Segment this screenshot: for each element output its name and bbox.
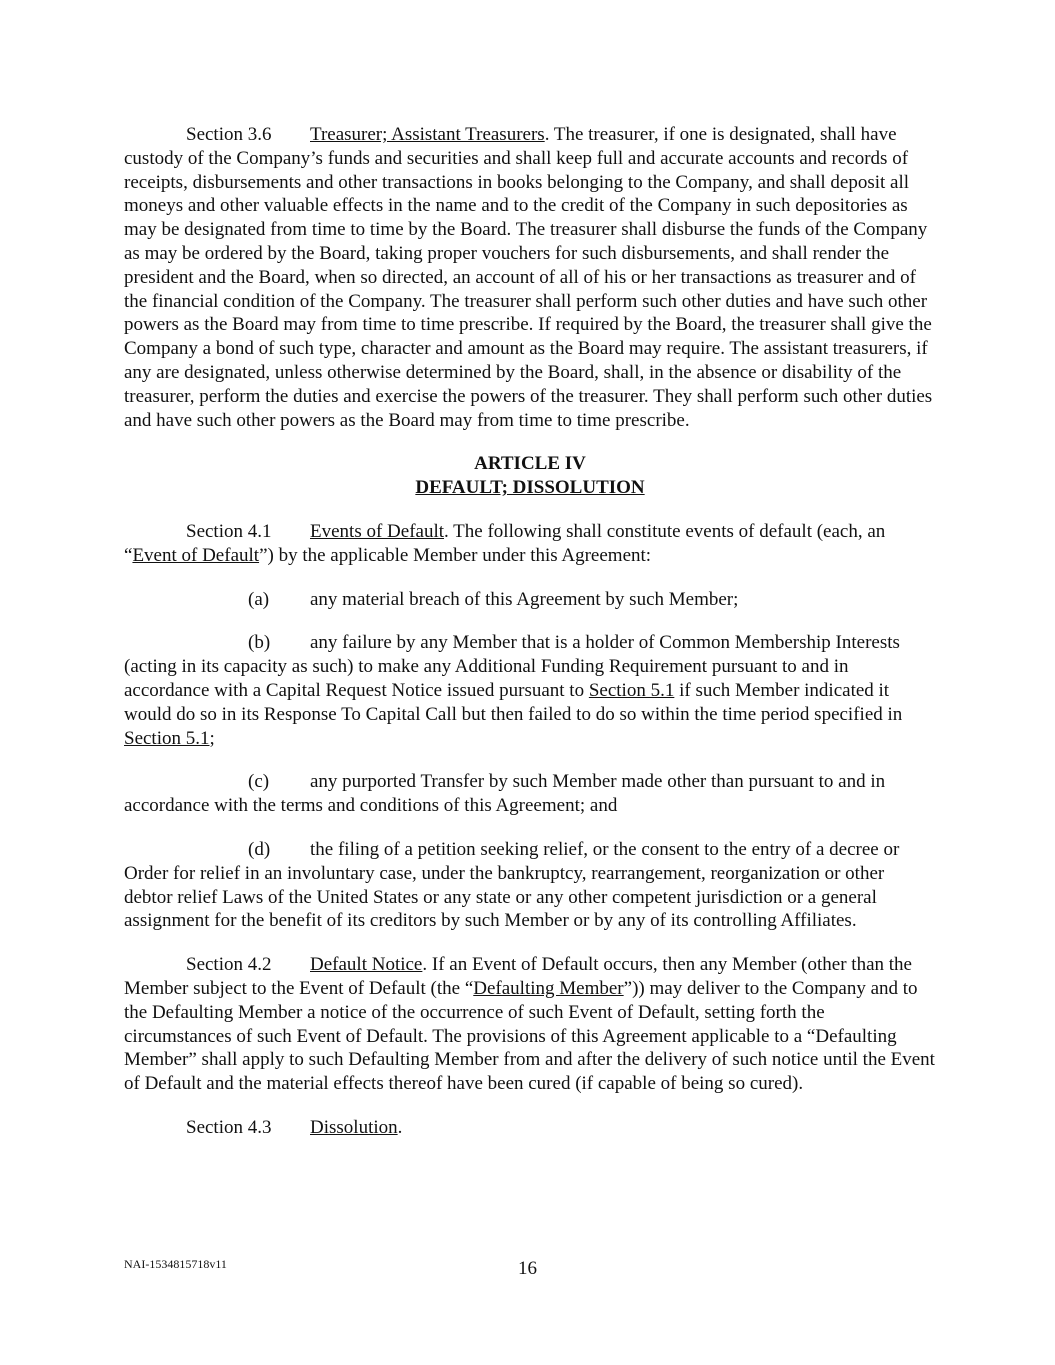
- section-body: . If an Event of Default occurs, then any Member (other than the Member subject to the Event of Default (the “: [124, 954, 912, 999]
- section-title: Events of Default: [310, 520, 445, 542]
- item-label: (c): [248, 771, 270, 793]
- item-text: if such Member indicated it would do so in its Response To Capital Call but then failed to do so within the time period specified in: [124, 679, 903, 725]
- item-text: any purported Transfer by such Member made other than pursuant to and in accordance with the terms and conditions of this Agreement; and: [124, 771, 886, 817]
- item-text: any failure by any Member that is a holder of Common Membership Interests (acting in its capacity as such) to make any Additional Funding Requirement pursuant to and in accordance with a Capital Request Notice issued pursuant to: [124, 632, 900, 701]
- article-heading: [124, 452, 936, 500]
- section-4-1: [124, 520, 936, 568]
- item-c: [124, 770, 936, 818]
- item-d: [124, 838, 936, 933]
- article-title: DEFAULT; DISSOLUTION: [415, 477, 645, 499]
- document-page: [124, 123, 936, 1160]
- defined-term: Event of Default: [132, 544, 260, 566]
- item-a: [124, 588, 936, 612]
- section-body: . The following shall constitute events of default (each, an “: [124, 520, 886, 566]
- section-4-2: [124, 953, 936, 1096]
- defined-term: Defaulting Member: [473, 977, 624, 999]
- section-body: . The treasurer, if one is designated, shall have custody of the Company’s funds and securities and shall keep full and accurate accounts and records of receipts, disbursements and other transactions in books belonging to the Company, and shall deposit all moneys and other valuable effects in the name and to the credit of the Company in such depositories as may be designated from time to time by the Board. The treasurer shall disburse the funds of the Company as may be ordered by the Board, taking proper vouchers for such disbursements, and shall render the president and the Board, when so directed, an account of all of his or her transactions as treasurer and of the financial condition of the Company. The treasurer shall perform such other duties and have such other powers as the Board may from time to time prescribe. If required by the Board, the treasurer shall give the Company a bond of such type, character and amount as the Board may require. The assistant treasurers, if any are designated, unless otherwise determined by the Board, shall, in the absence or disability of the treasurer, perform the duties and exercise the powers of the treasurer. They shall perform such other duties and have such other powers as the Board may from time to time prescribe.: [124, 124, 933, 431]
- section-title: Default Notice: [310, 954, 423, 976]
- article-number: ARTICLE IV: [474, 453, 586, 475]
- item-label: (a): [248, 588, 270, 610]
- section-4-3: [124, 1116, 936, 1140]
- section-title: Dissolution: [310, 1116, 398, 1138]
- cross-reference: Section 5.1: [588, 679, 675, 701]
- section-body: ”) by the applicable Member under this Agreement:: [259, 544, 652, 566]
- section-number: Section 4.1: [186, 520, 272, 542]
- item-label: (d): [248, 838, 271, 860]
- item-text: ;: [209, 727, 215, 749]
- section-number: Section 3.6: [186, 124, 272, 145]
- section-title: Treasurer; Assistant Treasurers: [310, 124, 545, 145]
- item-text: the filing of a petition seeking relief, or the consent to the entry of a decree or Order for relief in an involuntary case, under the bankruptcy, rearrangement, reorganization or other debtor relief Laws of the United States or any state or any other competent jurisdiction or a general assignment for the benefit of its creditors by such Member or by any of its controlling Affiliates.: [124, 838, 900, 932]
- document-id: NAI-1534815718v11: [124, 1257, 227, 1271]
- item-text: any material breach of this Agreement by such Member;: [310, 588, 739, 610]
- item-label: (b): [248, 632, 271, 654]
- section-3-6: [124, 123, 936, 432]
- item-b: [124, 631, 936, 750]
- page-number: 16: [518, 1258, 537, 1279]
- section-body: .: [397, 1116, 403, 1138]
- cross-reference: Section 5.1: [124, 727, 210, 749]
- section-body: ”)) may deliver to the Company and to the Defaulting Member a notice of the occurrence of such Event of Default, setting forth the circumstances of such Event of Default. The provisions of this Agreement applicable to a “Defaulting Member” shall apply to such Defaulting Member from and after the delivery of such notice until the Event of Default and the material effects thereof have been cured (if capable of being so cured).: [124, 977, 935, 1095]
- section-number: Section 4.3: [186, 1116, 272, 1138]
- section-number: Section 4.2: [186, 954, 272, 976]
